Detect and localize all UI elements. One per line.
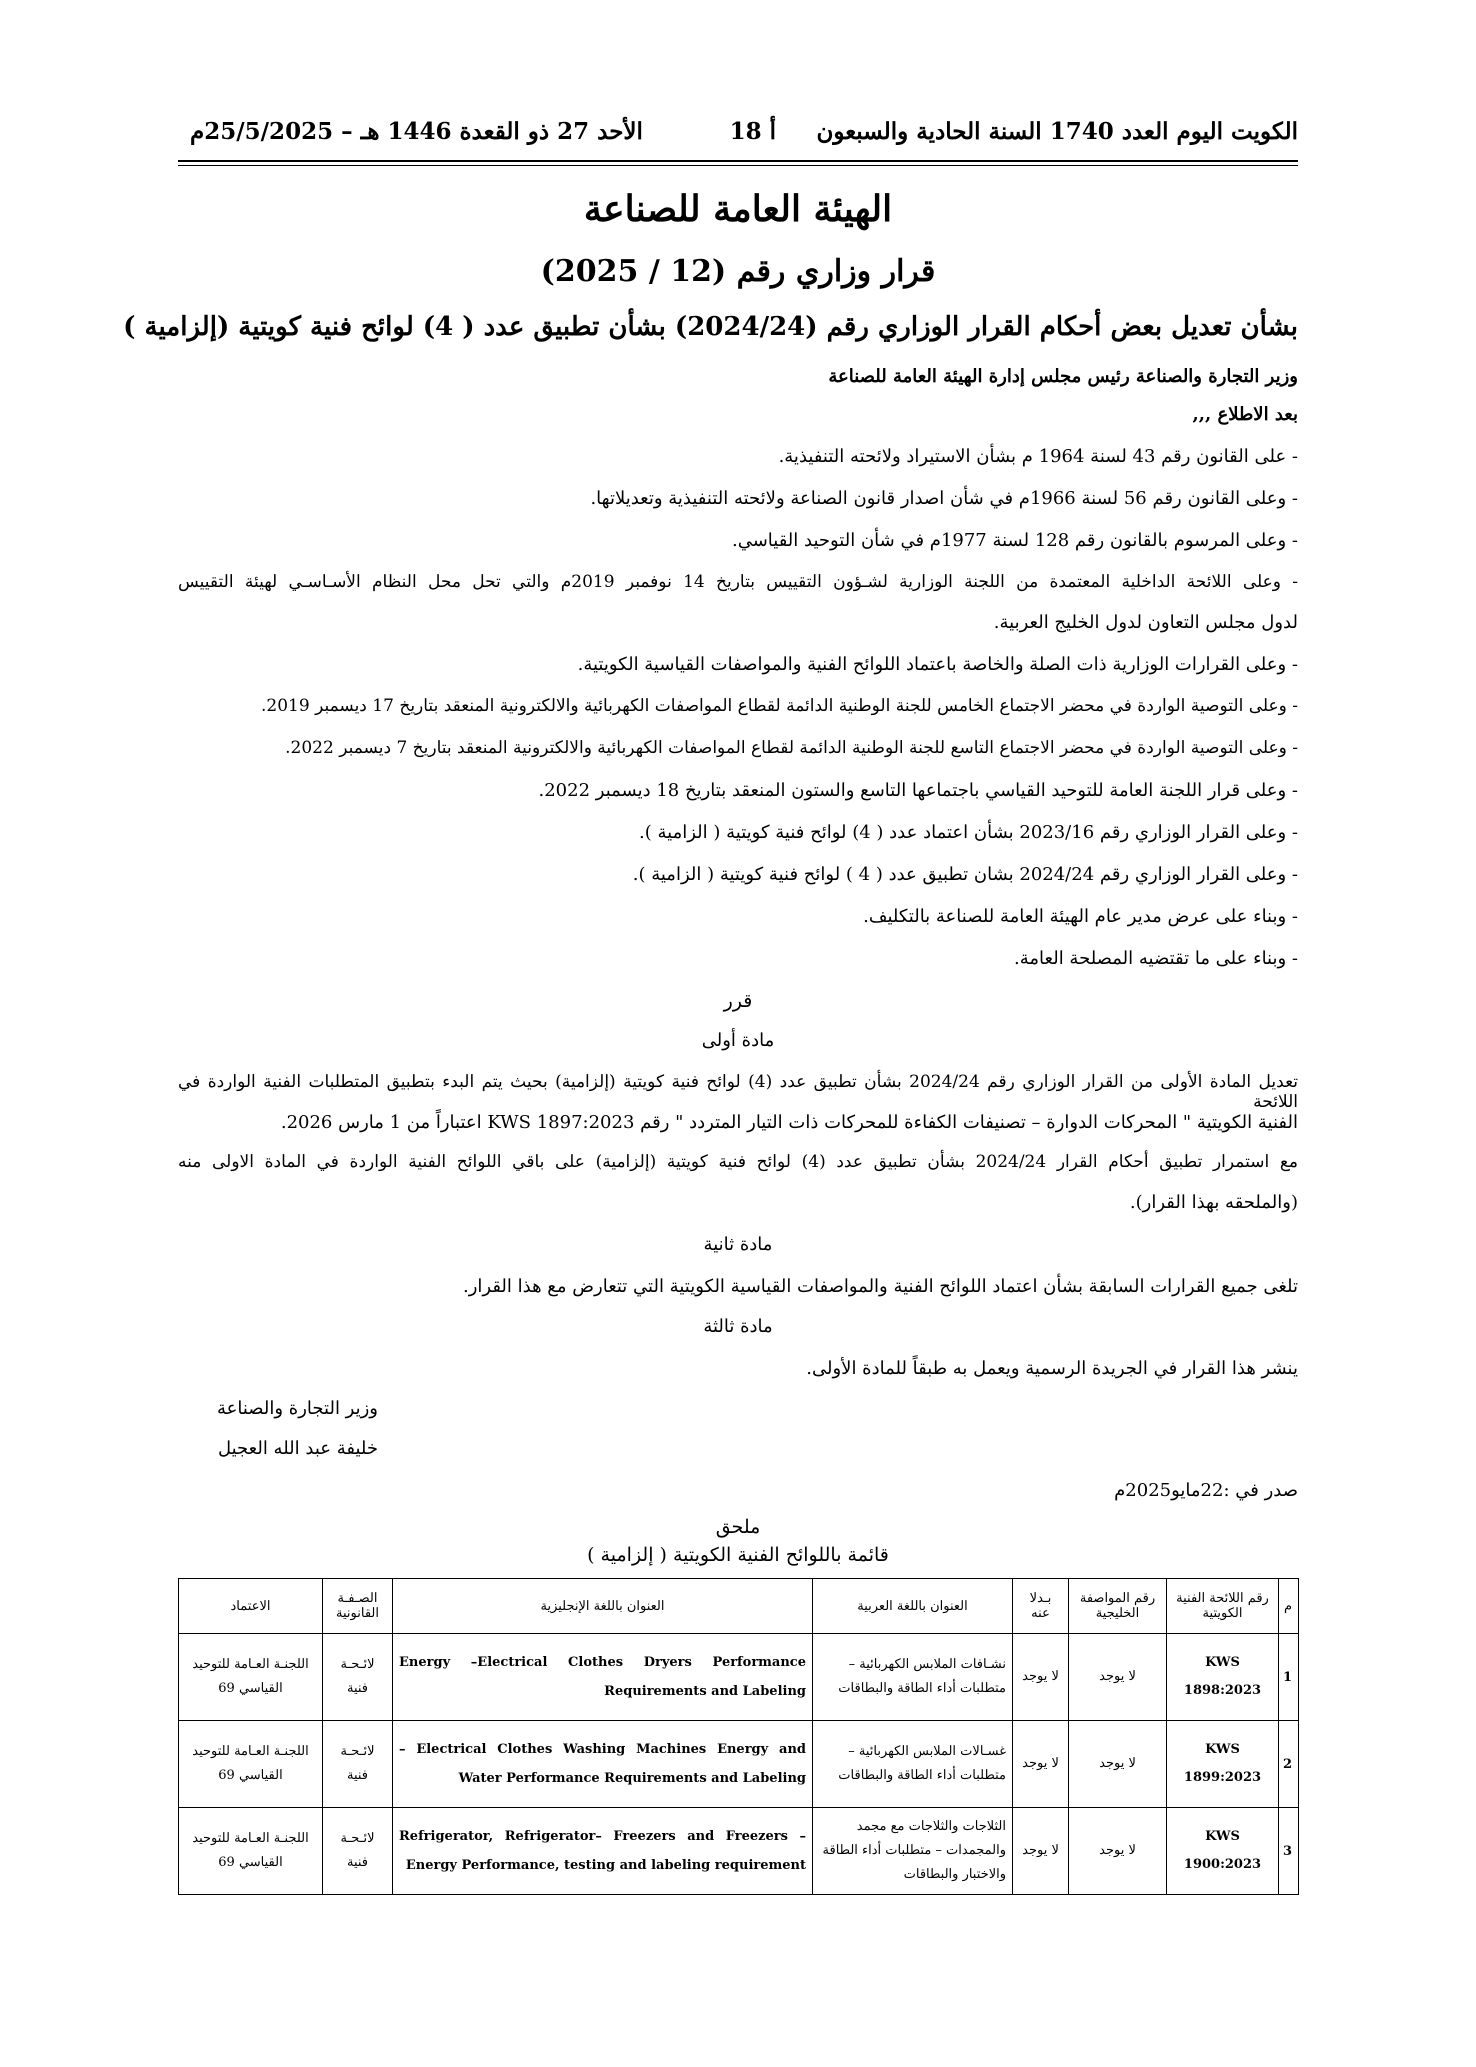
header-rule-thin: [178, 165, 1298, 166]
col-header-gulf: رقم المواصفة الخليجية: [1069, 1579, 1167, 1634]
preamble-line: لدول مجلس التعاون لدول الخليج العربية.: [993, 612, 1298, 633]
annex-header-row: [179, 1579, 1299, 1634]
cell-replaces: لا يوجد: [1013, 1808, 1069, 1895]
preamble-line: - وعلى التوصية الواردة في محضر الاجتماع الخامس للجنة الوطنية الدائمة لقطاع المواصفات الكهربائية والالكترونية المنعقد بتاريخ 17 ديسمبر 2019.: [261, 696, 1298, 716]
col-header-approval: الاعتماد: [179, 1579, 323, 1634]
article1-line: مع استمرار تطبيق أحكام القرار 2024/24 بشأن تطبيق عدد (4) لوائح فنية كويتية (إلزامية) على باقي اللوائح الفنية الواردة في المادة الاولى منه: [178, 1152, 1299, 1172]
col-header-num: م: [1279, 1579, 1299, 1634]
article1-line: تعديل المادة الأولى من القرار الوزاري رقم 2024/24 بشأن تطبيق عدد (4) لوائح فنية كويتية (إلزامية) بحيث يتم البدء بتطبيق المتطلبات الفنية الواردة في اللائحة: [178, 1072, 1298, 1112]
article1-line: الفنية الكويتية " المحركات الدوارة – تصنيفات الكفاءة للمحركات ذات التيار المتردد " رقم KWS 1897:2023 اعتباراً من 1 مارس 2026.: [280, 1112, 1298, 1133]
col-header-legal: الصـفـة القانونية: [323, 1579, 393, 1634]
cell-title-ar: الثلاجات والثلاجات مع مجمد والمجمدات – متطلبات أداء الطاقة والاختبار والبطاقات: [813, 1808, 1013, 1895]
cell-kws: KWS 1899:2023: [1167, 1721, 1279, 1808]
table-row: [179, 1721, 1299, 1808]
header-rule: [178, 160, 1298, 162]
article2-title: مادة ثانية: [703, 1234, 773, 1255]
preamble-line: - وعلى القرار الوزاري رقم 2024/24 بشان تطبيق عدد ( 4 ) لوائح فنية كويتية ( الزامية ).: [632, 864, 1298, 885]
article3-text: ينشر هذا القرار في الجريدة الرسمية ويعمل به طبقاً للمادة الأولى.: [806, 1358, 1298, 1379]
annex-subtitle: قائمة باللوائح الفنية الكويتية ( إلزامية ): [587, 1544, 889, 1566]
col-header-title-ar: العنوان باللغة العربية: [813, 1579, 1013, 1634]
cell-legal: لائـحـة فنية: [323, 1721, 393, 1808]
annex-title: ملحق: [715, 1516, 761, 1538]
cell-kws: KWS 1898:2023: [1167, 1634, 1279, 1721]
preamble-line: - وبناء على عرض مدير عام الهيئة العامة للصناعة بالتكليف.: [863, 906, 1298, 927]
cell-legal: لائـحـة فنية: [323, 1808, 393, 1895]
cell-approval: اللجنـة العـامة للتوحيد القياسي 69: [179, 1634, 323, 1721]
header-issue-info: الكويت اليوم العدد 1740 السنة الحادية والسبعون: [816, 118, 1298, 145]
cell-gulf: لا يوجد: [1069, 1721, 1167, 1808]
cell-gulf: لا يوجد: [1069, 1808, 1167, 1895]
after-review-line: بعد الاطلاع ,,,: [1192, 404, 1298, 425]
preamble-line: - وعلى القرار الوزاري رقم 2023/16 بشأن اعتماد عدد ( 4) لوائح فنية كويتية ( الزامية ).: [639, 822, 1298, 843]
issued-date: صدر في :22مايو2025م: [1114, 1480, 1298, 1501]
annex-table: [178, 1578, 1299, 1895]
cell-legal: لائـحـة فنية: [323, 1634, 393, 1721]
preamble-line: - وعلى القانون رقم 56 لسنة 1966م في شأن اصدار قانون الصناعة ولائحته التنفيذية وتعديلاتها.: [590, 488, 1298, 509]
col-header-replaces: بـدلا عنه: [1013, 1579, 1069, 1634]
cell-num: 1: [1279, 1634, 1299, 1721]
preamble-line: - وعلى قرار اللجنة العامة للتوحيد القياسي باجتماعها التاسع والستون المنعقد بتاريخ 18 ديسمبر 2022.: [538, 780, 1298, 801]
cell-approval: اللجنـة العـامة للتوحيد القياسي 69: [179, 1808, 323, 1895]
preamble-line: - وعلى المرسوم بالقانون رقم 128 لسنة 1977م في شأن التوحيد القياسي.: [731, 530, 1298, 551]
article1-title: مادة أولى: [701, 1030, 775, 1051]
cell-title-ar: غسـالات الملابس الكهربائية – متطلبات أداء الطاقة والبطاقات: [813, 1721, 1013, 1808]
cell-num: 2: [1279, 1721, 1299, 1808]
authority-title: الهيئة العامة للصناعة: [583, 188, 893, 230]
cell-title-ar: نشـافات الملابس الكهربائية – متطلبات أداء الطاقة والبطاقات: [813, 1634, 1013, 1721]
decision-subject: بشأن تعديل بعض أحكام القرار الوزاري رقم (2024/24) بشأن تطبيق عدد ( 4) لوائح فنية كويتية (إلزامية ): [123, 312, 1298, 342]
cell-title-en: Refrigerator, Refrigerator– Freezers and Freezers – Energy Performance, testing and labeling requirement: [393, 1808, 813, 1895]
cell-gulf: لا يوجد: [1069, 1634, 1167, 1721]
article2-text: تلغى جميع القرارات السابقة بشأن اعتماد اللوائح الفنية والمواصفات القياسية الكويتية التي تتعارض مع هذا القرار.: [462, 1276, 1298, 1297]
article1-line: (والملحقه بهذا القرار).: [1129, 1192, 1298, 1213]
table-row: [179, 1634, 1299, 1721]
cell-kws: KWS 1900:2023: [1167, 1808, 1279, 1895]
preamble-line: - وعلى القرارات الوزارية ذات الصلة والخاصة باعتماد اللوائح الفنية والمواصفات القياسية الكويتية.: [577, 654, 1298, 675]
preamble-line: - على القانون رقم 43 لسنة 1964 م بشأن الاستيراد ولائحته التنفيذية.: [778, 446, 1298, 467]
table-row: [179, 1808, 1299, 1895]
article3-title: مادة ثالثة: [703, 1316, 773, 1337]
signature-title: وزير التجارة والصناعة: [216, 1398, 378, 1419]
col-header-kws: رقم اللائحة الفنية الكويتية: [1167, 1579, 1279, 1634]
signature-name: خليفة عبد الله العجيل: [217, 1438, 378, 1459]
preamble-line: - وعلى التوصية الواردة في محضر الاجتماع التاسع للجنة الوطنية الدائمة لقطاع المواصفات الكهربائية والالكترونية المنعقد بتاريخ 7 ديسمبر 2022.: [285, 738, 1298, 758]
issuer-line: وزير التجارة والصناعة رئيس مجلس إدارة الهيئة العامة للصناعة: [828, 366, 1298, 387]
cell-title-en: Energy –Electrical Clothes Dryers Performance Requirements and Labeling: [393, 1634, 813, 1721]
decision-number: قرار وزاري رقم (12 / 2025): [540, 254, 936, 289]
cell-replaces: لا يوجد: [1013, 1721, 1069, 1808]
decided-heading: قرر: [723, 990, 753, 1012]
cell-replaces: لا يوجد: [1013, 1634, 1069, 1721]
col-header-title-en: العنوان باللغة الإنجليزية: [393, 1579, 813, 1634]
header-date: الأحد 27 ذو القعدة 1446 هـ – 25/5/2025م: [190, 118, 643, 145]
cell-num: 3: [1279, 1808, 1299, 1895]
cell-approval: اللجنـة العـامة للتوحيد القياسي 69: [179, 1721, 323, 1808]
cell-title-en: – Electrical Clothes Washing Machines Energy and Water Performance Requirements and Labeling: [393, 1721, 813, 1808]
preamble-line: - وبناء على ما تقتضيه المصلحة العامة.: [1014, 948, 1298, 969]
preamble-line: - وعلى اللائحة الداخلية المعتمدة من اللجنة الوزارية لشـؤون التقييس بتاريخ 14 نوفمبر 2019م والتي تحل محل النظام الأسـاسـي لهيئة التقييس: [178, 572, 1298, 592]
header-page-number: أ 18: [729, 118, 776, 145]
